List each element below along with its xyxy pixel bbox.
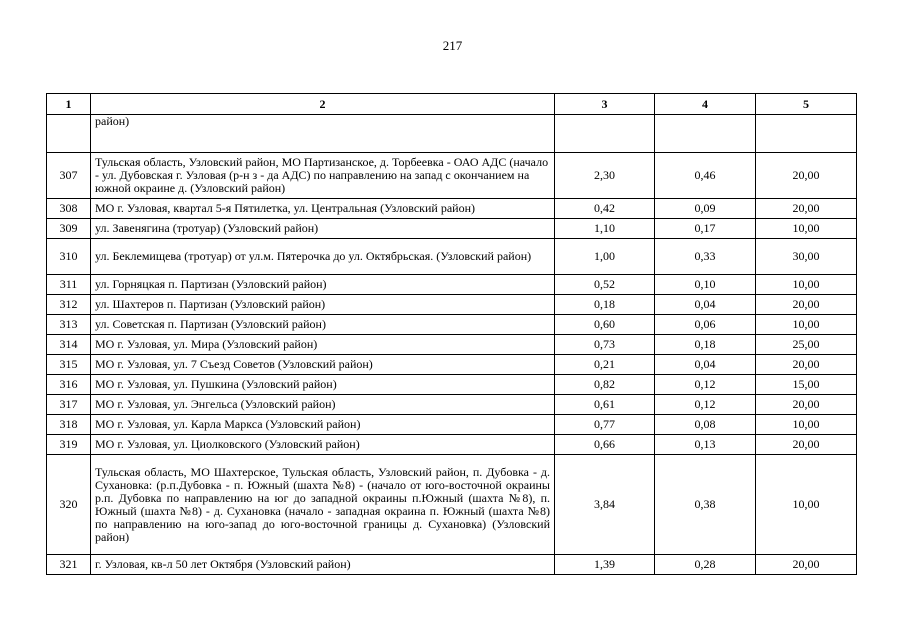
cell-name: ул. Горняцкая п. Партизан (Узловский район) xyxy=(91,275,555,295)
cell-num: 319 xyxy=(47,435,91,455)
cell-name: ул. Завенягина (тротуар) (Узловский район) xyxy=(91,219,555,239)
cell-c3: 0,73 xyxy=(555,335,655,355)
cell-c5: 20,00 xyxy=(756,555,857,575)
cell-num: 308 xyxy=(47,199,91,219)
cell-c3: 3,84 xyxy=(555,455,655,555)
header-row xyxy=(47,94,857,115)
cell-c5: 20,00 xyxy=(756,295,857,315)
cell-c5: 10,00 xyxy=(756,455,857,555)
cell-c3: 1,00 xyxy=(555,239,655,275)
cell-name: МО г. Узловая, ул. Карла Маркса (Узловский район) xyxy=(91,415,555,435)
cell-c5: 25,00 xyxy=(756,335,857,355)
cell-c4: 0,13 xyxy=(655,435,756,455)
cell-name: МО г. Узловая, ул. Мира (Узловский район) xyxy=(91,335,555,355)
cell-num: 313 xyxy=(47,315,91,335)
cell-c5: 10,00 xyxy=(756,415,857,435)
roads-table xyxy=(46,93,857,575)
cell-name: Тульская область, Узловский район, МО Партизанское, д. Торбеевка - ОАО АДС (начало - ул. Дубовская г. Узловая (р-н з - да АДС) по направлению на запад с окончанием на южной окраине д. (Узловский район) xyxy=(91,153,555,199)
cell-c4: 0,17 xyxy=(655,219,756,239)
cell-c3: 0,77 xyxy=(555,415,655,435)
cell-num: 315 xyxy=(47,355,91,375)
cell-c3: 0,52 xyxy=(555,275,655,295)
cell-c4: 0,33 xyxy=(655,239,756,275)
cell-c5: 20,00 xyxy=(756,153,857,199)
table-row xyxy=(47,335,857,355)
cell-name: ул. Беклемищева (тротуар) от ул.м. Пятерочка до ул. Октябрьская. (Узловский район) xyxy=(91,239,555,275)
cell-c4: 0,10 xyxy=(655,275,756,295)
table-row xyxy=(47,415,857,435)
table-row xyxy=(47,395,857,415)
header-col-2: 2 xyxy=(91,94,555,115)
cell-c5 xyxy=(756,115,857,153)
cell-c4 xyxy=(655,115,756,153)
header-col-5: 5 xyxy=(756,94,857,115)
table-row xyxy=(47,275,857,295)
cell-c4: 0,04 xyxy=(655,355,756,375)
cell-name: Тульская область, МО Шахтерское, Тульская область, Узловский район, п. Дубовка - д. Сухановка: (р.п.Дубовка - п. Южный (шахта №8) - (начало от юго-восточной окраины р.п. Дубовка по направлению на юг до западной окраины п.Южный (шахта №8), п. Южный (шахта №8) - д. Сухановка (начало - западная окраина п. Южный (шахта №8) по направлению на юго-запад до юго-восточной границы д. Сухановка) (Узловский район) xyxy=(91,455,555,555)
header-col-1: 1 xyxy=(47,94,91,115)
table-row xyxy=(47,153,857,199)
cell-c3: 0,61 xyxy=(555,395,655,415)
cell-c3: 0,66 xyxy=(555,435,655,455)
cell-c5: 10,00 xyxy=(756,219,857,239)
cell-c3 xyxy=(555,115,655,153)
table-row xyxy=(47,219,857,239)
cell-c3: 0,82 xyxy=(555,375,655,395)
cell-c5: 20,00 xyxy=(756,395,857,415)
cell-num: 314 xyxy=(47,335,91,355)
cell-name: г. Узловая, кв-л 50 лет Октября (Узловский район) xyxy=(91,555,555,575)
cell-num: 318 xyxy=(47,415,91,435)
cell-num: 320 xyxy=(47,455,91,555)
cell-c4: 0,09 xyxy=(655,199,756,219)
cell-c5: 20,00 xyxy=(756,355,857,375)
table-row xyxy=(47,555,857,575)
cell-name: МО г. Узловая, квартал 5-я Пятилетка, ул. Центральная (Узловский район) xyxy=(91,199,555,219)
cell-c3: 0,60 xyxy=(555,315,655,335)
cell-name: ул. Советская п. Партизан (Узловский район) xyxy=(91,315,555,335)
cell-c3: 1,39 xyxy=(555,555,655,575)
cell-name: МО г. Узловая, ул. Циолковского (Узловский район) xyxy=(91,435,555,455)
cell-name: ул. Шахтеров п. Партизан (Узловский район) xyxy=(91,295,555,315)
table-row xyxy=(47,455,857,555)
cell-num: 316 xyxy=(47,375,91,395)
table-row xyxy=(47,199,857,219)
cell-c4: 0,12 xyxy=(655,395,756,415)
cell-c3: 0,42 xyxy=(555,199,655,219)
cell-c3: 0,21 xyxy=(555,355,655,375)
cell-c3: 1,10 xyxy=(555,219,655,239)
cell-c4: 0,18 xyxy=(655,335,756,355)
cell-c3: 0,18 xyxy=(555,295,655,315)
cell-num: 312 xyxy=(47,295,91,315)
cell-c4: 0,38 xyxy=(655,455,756,555)
continuation-row xyxy=(47,115,857,153)
cell-c4: 0,06 xyxy=(655,315,756,335)
cell-num: 310 xyxy=(47,239,91,275)
cell-num: 317 xyxy=(47,395,91,415)
cell-c5: 20,00 xyxy=(756,435,857,455)
header-col-4: 4 xyxy=(655,94,756,115)
cell-c4: 0,28 xyxy=(655,555,756,575)
cell-name: район) xyxy=(91,115,555,153)
table-row xyxy=(47,239,857,275)
table-row xyxy=(47,435,857,455)
cell-c5: 10,00 xyxy=(756,315,857,335)
cell-num: 307 xyxy=(47,153,91,199)
cell-name: МО г. Узловая, ул. Пушкина (Узловский район) xyxy=(91,375,555,395)
cell-c5: 15,00 xyxy=(756,375,857,395)
cell-c4: 0,08 xyxy=(655,415,756,435)
table-row xyxy=(47,355,857,375)
cell-c5: 10,00 xyxy=(756,275,857,295)
table-row xyxy=(47,315,857,335)
cell-c5: 30,00 xyxy=(756,239,857,275)
cell-c4: 0,04 xyxy=(655,295,756,315)
cell-c5: 20,00 xyxy=(756,199,857,219)
cell-c4: 0,46 xyxy=(655,153,756,199)
cell-num: 309 xyxy=(47,219,91,239)
cell-name: МО г. Узловая, ул. 7 Съезд Советов (Узловский район) xyxy=(91,355,555,375)
header-col-3: 3 xyxy=(555,94,655,115)
table-row xyxy=(47,295,857,315)
cell-c3: 2,30 xyxy=(555,153,655,199)
cell-name: МО г. Узловая, ул. Энгельса (Узловский район) xyxy=(91,395,555,415)
cell-num: 321 xyxy=(47,555,91,575)
cell-c4: 0,12 xyxy=(655,375,756,395)
cell-num xyxy=(47,115,91,153)
page-number: 217 xyxy=(442,38,463,53)
table-row xyxy=(47,375,857,395)
cell-num: 311 xyxy=(47,275,91,295)
